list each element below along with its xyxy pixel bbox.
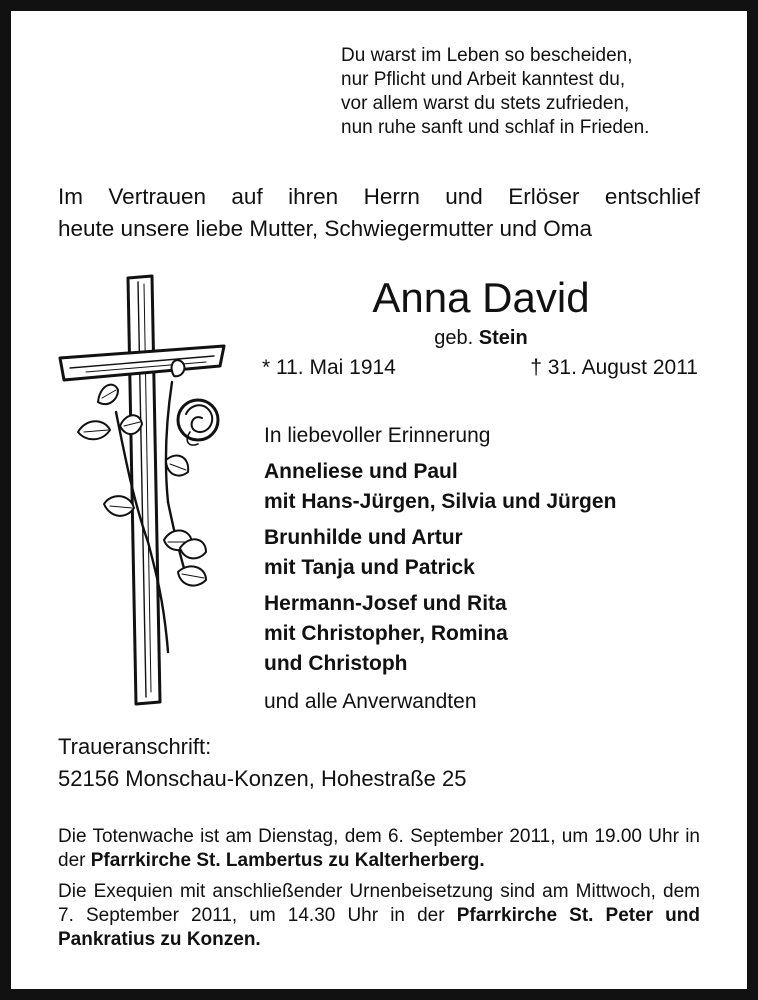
poem-line: nun ruhe sanft und schlaf in Frieden. [341,117,650,138]
exequies-notice [58,880,700,952]
birth-date: * 11. Mai 1914 [262,356,396,379]
maiden-name-line [265,325,697,351]
family-line: Brunhilde und Artur [264,526,463,549]
poem-line: Du warst im Leben so bescheiden, [341,45,633,66]
poem-line: nur Pflicht und Arbeit kanntest du, [341,69,626,90]
address-label: Traueranschrift: [58,734,212,759]
wake-place: Pfarrkirche St. Lambertus zu Kalterherberg. [90,850,485,871]
service-notice [58,825,700,952]
family-line: mit Hans-Jürgen, Silvia und Jürgen [264,490,617,513]
wake-text: Die Totenwache ist am Dienstag, dem 6. September 2011, um 19.00 Uhr in der [58,826,700,871]
death-date: † 31. August 2011 [530,356,698,379]
born-prefix: geb. [434,327,474,349]
intro-text [58,181,700,245]
family-group [264,457,616,517]
family-line: Anneliese und Paul [264,460,458,483]
deceased-name: Anna David [372,274,590,321]
memorial-poem [341,44,649,140]
cross-with-roses-icon [56,272,231,707]
mourners-closing: und alle Anverwandten [264,690,477,713]
family-group [264,589,616,679]
maiden-name: Stein [478,327,528,349]
family-line: und Christoph [264,652,408,675]
exequies-place: Pfarrkirche St. Peter und Pankratius zu Konzen. [58,905,701,950]
intro-line: Im Vertrauen auf ihren Herrn und Erlöser entschlief [58,184,700,209]
mourning-address [58,731,466,795]
family-line: mit Tanja und Patrick [264,556,475,579]
family-line: Hermann-Josef und Rita [264,592,507,615]
address-value: 52156 Monschau-Konzen, Hohestraße 25 [58,766,467,791]
family-line: mit Christopher, Romina [264,622,508,645]
intro-line: heute unsere liebe Mutter, Schwiegermutter und Oma [58,216,593,241]
wake-notice [58,825,700,873]
exequies-text: Die Exequien mit anschließender Urnenbeisetzung sind am Mittwoch, dem 7. September 2011, um 14.30 Uhr in der [58,881,700,926]
mourners-list [264,421,616,717]
mourners-heading: In liebevoller Erinnerung [264,424,491,447]
poem-line: vor allem warst du stets zufrieden, [341,93,630,114]
life-dates [262,354,698,382]
family-group [264,523,616,583]
